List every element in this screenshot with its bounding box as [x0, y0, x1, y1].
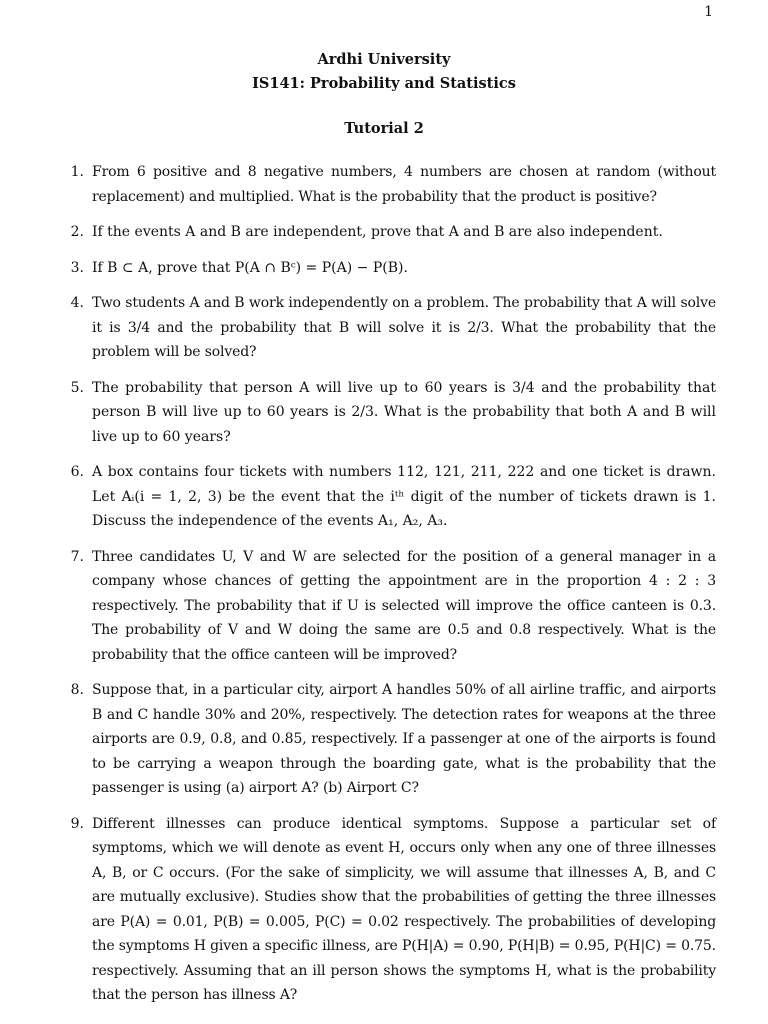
question-item: [60, 291, 716, 365]
question-number: 4.: [70, 295, 84, 311]
university-name: Ardhi University: [317, 51, 451, 68]
document-header: [0, 48, 768, 96]
question-number: 2.: [70, 224, 84, 240]
question-item: [60, 220, 716, 245]
question-item: [60, 812, 716, 1008]
course-title: IS141: Probability and Statistics: [252, 75, 516, 92]
question-text: Suppose that, in a particular city, airport A handles 50% of all airline traffic, and airports B and C handle 30% and 20%, respectively. The detection rates for weapons at the three airports are 0.9, 0.8, and 0.85, respectively. If a passenger at one of the airports is found to be carrying a weapon through the boarding gate, what is the probability that the passenger is using (a) airport A? (b) Airport C?: [92, 682, 716, 796]
question-number: 8.: [70, 682, 84, 698]
page-number: 1: [704, 4, 713, 20]
question-list: [60, 160, 716, 1019]
question-item: [60, 678, 716, 801]
question-text: A box contains four tickets with numbers 112, 121, 211, 222 and one ticket is drawn. Let Aᵢ(i = 1, 2, 3) be the event that the iᵗʰ digit of the number of tickets drawn is 1. Discuss the independence of the events A₁, A₂, A₃.: [92, 464, 716, 529]
question-item: [60, 160, 716, 209]
question-text: From 6 positive and 8 negative numbers, 4 numbers are chosen at random (without replacement) and multiplied. What is the probability that the product is positive?: [92, 164, 716, 205]
question-item: [60, 376, 716, 450]
question-number: 1.: [70, 164, 84, 180]
question-text: If the events A and B are independent, prove that A and B are also independent.: [92, 224, 663, 240]
question-number: 7.: [70, 548, 84, 565]
question-text: Two students A and B work independently on a problem. The probability that A will solve it is 3/4 and the probability that B will solve it is 2/3. What the probability that the problem will be solved?: [92, 295, 716, 360]
question-number: 3.: [70, 259, 84, 276]
question-text: Three candidates U, V and W are selected for the position of a general manager in a company whose chances of getting the appointment are in the proportion 4 : 2 : 3 respectively. The probability that if U is selected will improve the office canteen is 0.3. The probability of V and W doing the same are 0.5 and 0.8 respectively. What is the probability that the office canteen will be improved?: [92, 548, 716, 663]
question-item: [60, 256, 716, 281]
question-text: The probability that person A will live up to 60 years is 3/4 and the probability that person B will live up to 60 years is 2/3. What is the probability that both A and B will live up to 60 years?: [92, 379, 716, 445]
question-number: 6.: [70, 464, 84, 480]
question-number: 9.: [70, 815, 84, 832]
question-text: Different illnesses can produce identical symptoms. Suppose a particular set of symptoms, which we will denote as event H, occurs only when any one of three illnesses A, B, or C occurs. (For the sake of simplicity, we will assume that illnesses A, B, and C are mutually exclusive). Studies show that the probabilities of getting the three illnesses are P(A) = 0.01, P(B) = 0.005, P(C) = 0.02 respectively. The probabilities of developing the symptoms H given a specific illness, are P(H|A) = 0.90, P(H|B) = 0.95, P(H|C) = 0.75. respectively. Assuming that an ill person shows the symptoms H, what is the probability that the person has illness A?: [92, 815, 716, 1003]
tutorial-title: Tutorial 2: [344, 120, 424, 137]
question-text: If B ⊂ A, prove that P(A ∩ Bᶜ) = P(A) − P(B).: [92, 259, 408, 276]
question-item: [60, 545, 716, 668]
question-number: 5.: [70, 379, 84, 396]
question-item: [60, 460, 716, 534]
